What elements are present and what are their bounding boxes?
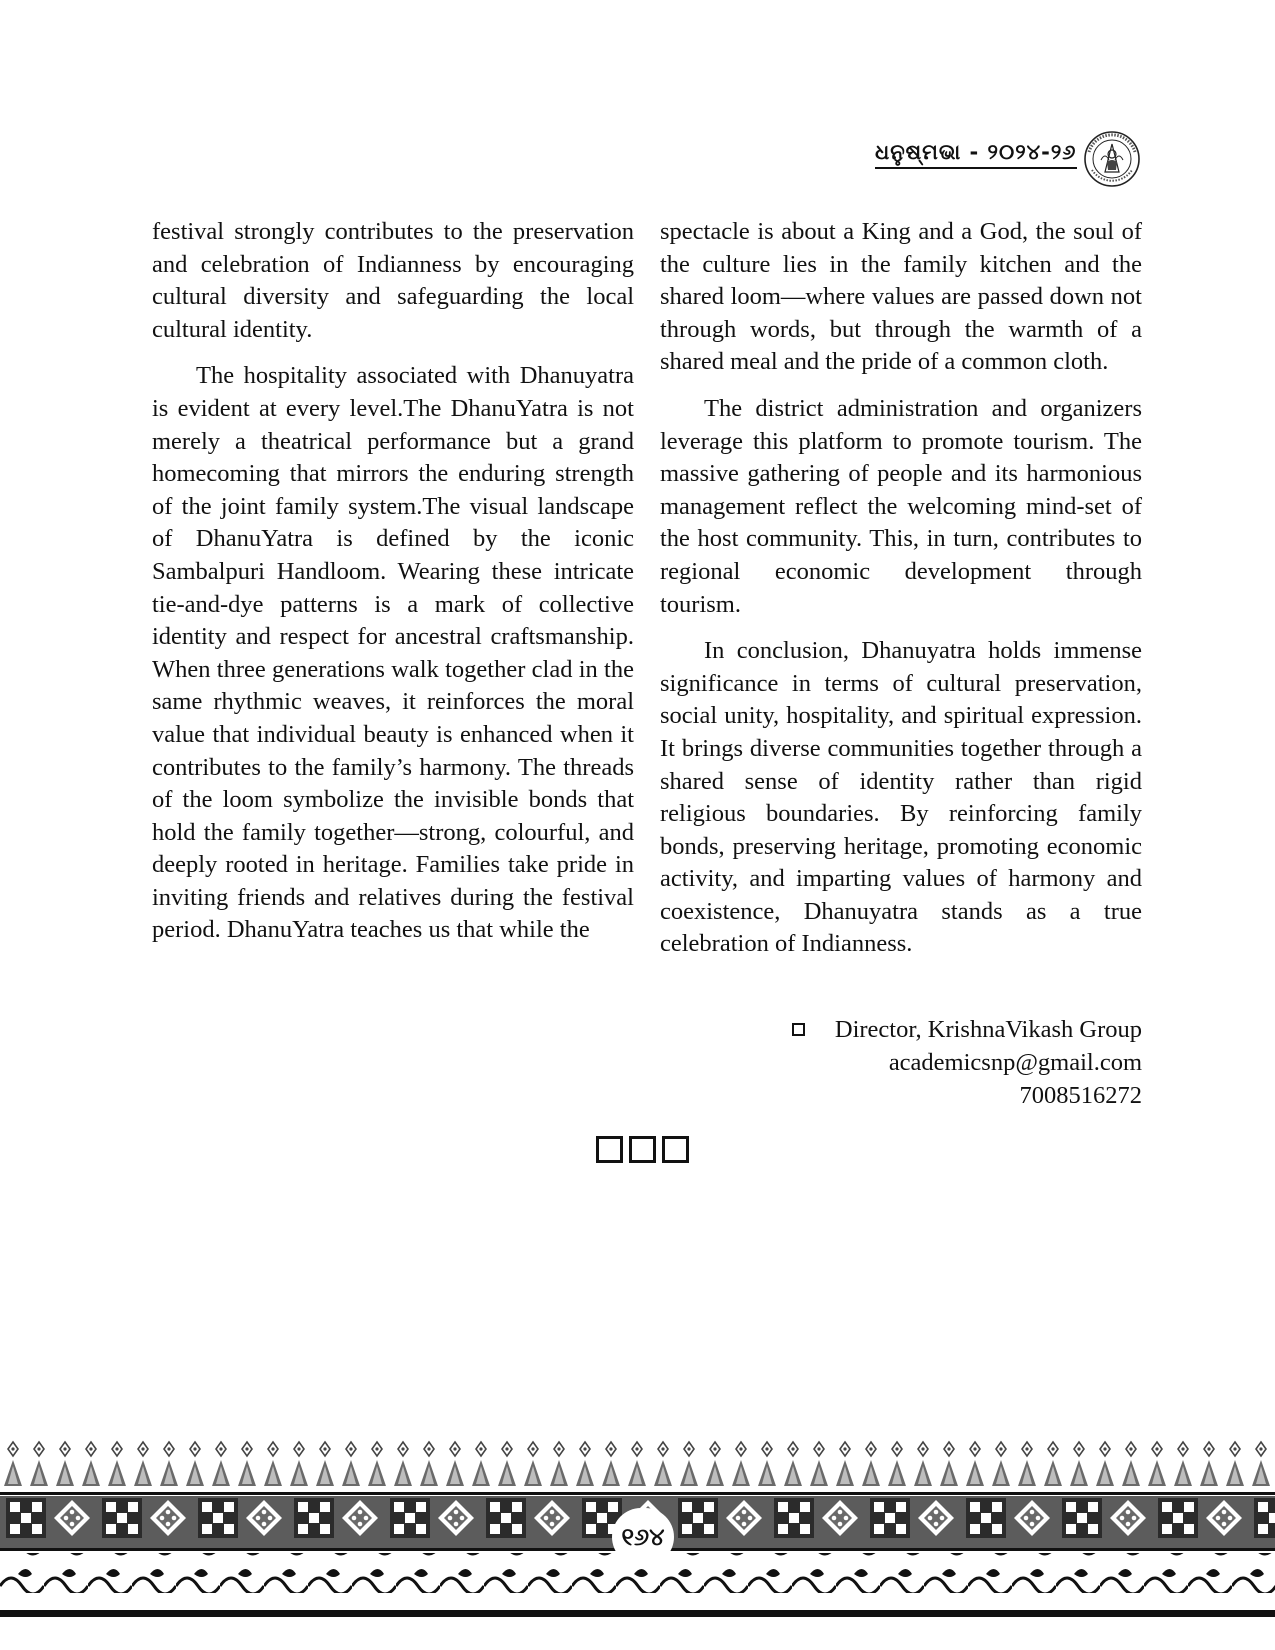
right-paragraph-3: In conclusion, Dhanuyatra holds immense significance in terms of cultural preservation, social unity, hospitality, and spiritual expression. It brings diverse communities together through a shared sense of identity rather than rigid religious boundaries. By reinforcing family bonds, preserving heritage, promoting economic activity, and imparting values of harmony and coexistence, Dhanuyatra stands as a true celebration of Indianness.: [660, 637, 1142, 958]
left-paragraph-2: The hospitality associated with Dhanuyatra is evident at every level.The DhanuYatra is not merely a theatrical performance but a grand homecoming that mirrors the enduring strength of the joint family system.The visual landscape of DhanuYatra is defined by the iconic Sambalpuri Handloom. Wearing these intricate tie-and-dye patterns is a mark of collective identity and respect for ancestral craftsmanship. When three generations walk together clad in the same rhythmic weaves, it reinforces the moral value that individual beauty is enhanced when it contributes to the family’s harmony. The threads of the loom symbolize the invisible bonds that hold the family together—strong, colourful, and deeply rooted in heritage. Families take pride in inviting friends and relatives during the festival period. DhanuYatra teaches us that while the: [152, 362, 634, 944]
magazine-title: ଧନୁଷ୍ମଭା - ୨୦୨୪-୨୬: [875, 140, 1077, 169]
author-phone: 7008516272: [1019, 1082, 1142, 1109]
right-paragraph-1: spectacle is about a King and a God, the soul of the culture lies in the family kitchen and the shared loom—where values are passed down not through words, but through the warmth of a shared meal and the pride of a common cloth.: [660, 218, 1142, 376]
end-of-article-marks: [596, 1136, 691, 1162]
signature-designation-line: [700, 1013, 1142, 1046]
left-column: [152, 216, 634, 961]
end-square-icon: [662, 1136, 689, 1163]
author-signature: [700, 1013, 1142, 1112]
circular-seal-logo-icon: [1083, 130, 1141, 188]
right-column: [660, 216, 1142, 975]
author-designation: Director, KrishnaVikash Group: [834, 1016, 1142, 1043]
right-paragraph-2: The district administration and organizers leverage this platform to promote tourism. The massive gathering of people and its harmonious management reflect the welcoming mind-set of the host community. This, in turn, contributes to regional economic development through tourism.: [660, 394, 1142, 618]
left-paragraph-1: festival strongly contributes to the preservation and celebration of Indianness by encouraging cultural diversity and safeguarding the local cultural identity.: [152, 218, 634, 343]
page-number: ୧୬୪: [612, 1508, 674, 1566]
author-email: academicsnp@gmail.com: [888, 1049, 1142, 1076]
page-header: [860, 130, 1150, 190]
square-bullet-icon: [792, 1023, 805, 1036]
end-square-icon: [629, 1136, 656, 1163]
end-square-icon: [596, 1136, 623, 1163]
